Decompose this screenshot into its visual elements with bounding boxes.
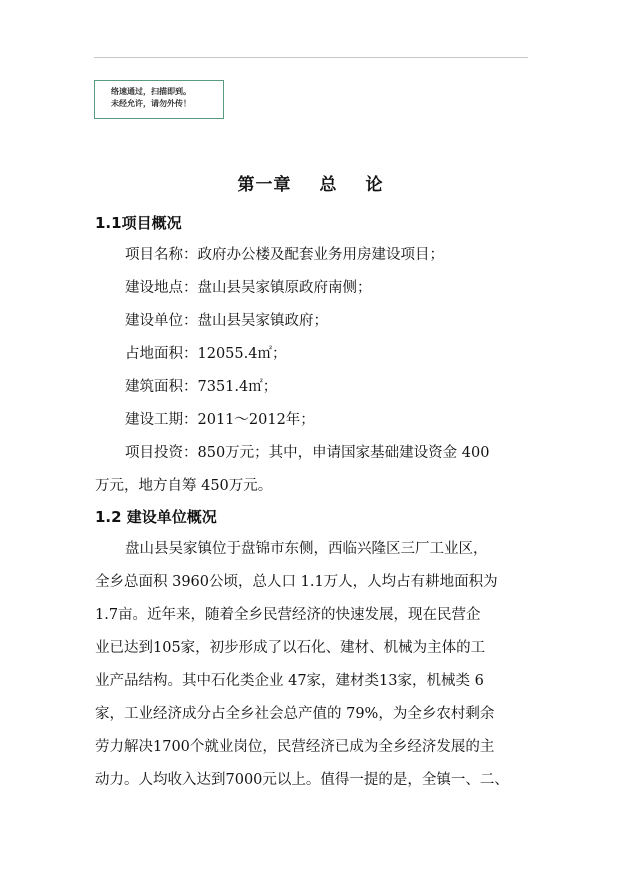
chapter-title [0,170,621,195]
stamp-line-1: 络速通过，扫描即到。 [111,87,191,96]
paragraph-line: 占地面积：12055.4㎡； [125,346,287,362]
paragraph-line: 家，工业经济成分占全乡社会总产值的 79%，为全乡农村剩余 [95,706,495,722]
paragraph-line: 劳力解决1700个就业岗位，民营经济已成为全乡经济发展的主 [95,739,495,755]
paragraph-line: 建设工期：2011～2012年； [125,412,315,428]
paragraph-line: 建设单位：盘山县吴家镇政府； [125,313,328,329]
chapter-word-2: 论 [365,175,384,195]
header-rule [94,57,528,58]
paragraph-line: 项目投资：850万元；其中，申请国家基础建设资金 400 [125,445,490,461]
notice-stamp [94,80,224,119]
paragraph-line: 建筑面积：7351.4㎡； [125,379,278,395]
paragraph-line: 1.7亩。近年来，随着全乡民营经济的快速发展，现在民营企 [95,607,481,623]
paragraph-line: 全乡总面积 3960公顷，总人口 1.1万人，人均占有耕地面积为 [95,574,498,590]
section-heading-1-1: 1.1项目概况 [95,214,182,232]
paragraph-line: 业产品结构。其中石化类企业 47家，建材类13家，机械类 6 [95,673,484,689]
paragraph-line: 业已达到105家，初步形成了以石化、建材、机械为主体的工 [95,640,486,656]
section-heading-1-2: 1.2 建设单位概况 [95,508,217,526]
chapter-word-1: 总 [319,175,338,195]
chapter-number: 第一章 [237,175,292,195]
paragraph-line: 建设地点：盘山县吴家镇原政府南侧； [125,280,372,296]
paragraph-line: 项目名称：政府办公楼及配套业务用房建设项目； [125,247,444,263]
stamp-line-2: 未经允许，请勿外传！ [111,99,191,108]
paragraph-line: 万元，地方自筹 450万元。 [95,478,273,494]
paragraph-line: 盘山县吴家镇位于盘锦市东侧，西临兴隆区三厂工业区， [125,541,488,557]
paragraph-line: 动力。人均收入达到7000元以上。值得一提的是，全镇一、二、 [95,772,509,788]
